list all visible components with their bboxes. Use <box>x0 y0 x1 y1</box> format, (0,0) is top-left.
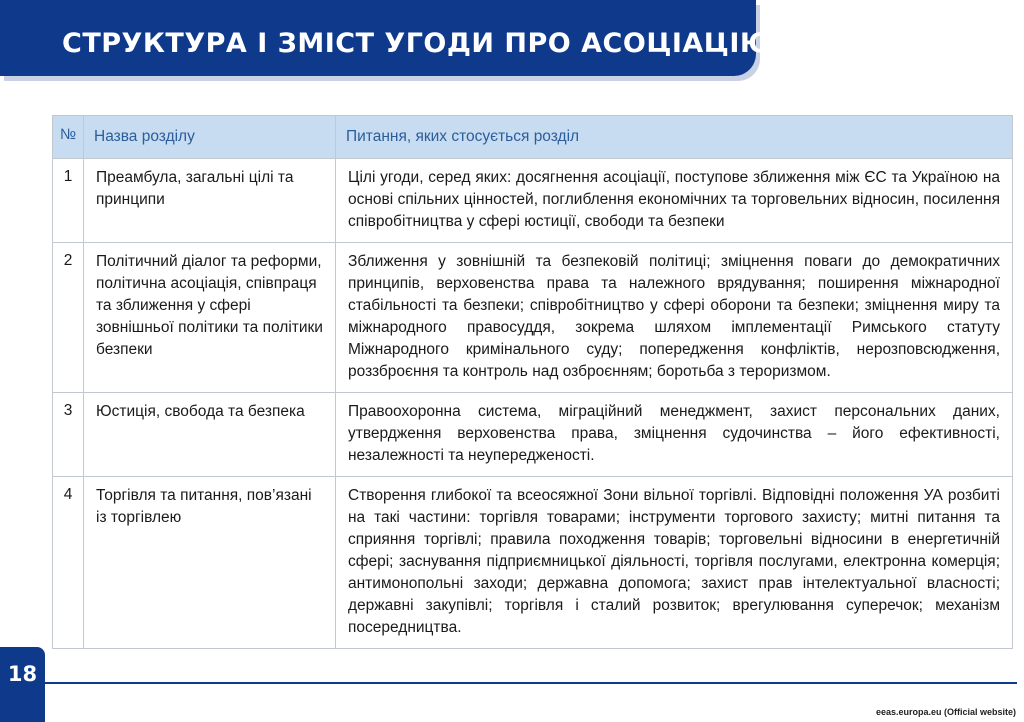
row-number: 3 <box>53 393 84 477</box>
footer-divider <box>45 682 1017 684</box>
page-title: СТРУКТУРА І ЗМІСТ УГОДИ ПРО АСОЦІАЦІЮ <box>62 28 773 59</box>
structure-table <box>52 115 1013 649</box>
row-section-name: Юстиція, свобода та безпека <box>84 393 336 477</box>
row-topics: Створення глибокої та всеосяжної Зони вільної торгівлі. Відповідні положення УА розбиті на такі частини: торгівля товарами; інструменти торгового захисту; митні питання та сприяння торгівлі; правила походження товарів; торговельні відносини в енергетичній сфері; заснування підприємницької діяльності, торгівля послугами, електронна комерція; антимонопольні заходи; державна допомога; захист прав інтелектуальної власності; державні закупівлі; торгівля і сталий розвиток; врегулювання суперечок; механізм посередництва. <box>336 477 1013 649</box>
row-number: 2 <box>53 243 84 393</box>
row-section-name: Торгівля та питання, пов’язані із торгівлею <box>84 477 336 649</box>
column-header-section: Назва розділу <box>84 116 336 159</box>
header-banner <box>0 0 773 76</box>
table-header-row <box>53 116 1013 159</box>
page-number: 18 <box>7 662 38 686</box>
column-header-topics: Питання, яких стосується розділ <box>336 116 1013 159</box>
row-section-name: Політичний діалог та реформи, політична асоціація, співпраця та зближення у сфері зовнішньої політики та політики безпеки <box>84 243 336 393</box>
table-row <box>53 393 1013 477</box>
row-number: 1 <box>53 159 84 243</box>
row-number: 4 <box>53 477 84 649</box>
page-number-box <box>0 647 45 722</box>
row-topics: Правоохоронна система, міграційний менеджмент, захист персональних даних, утвердження верховенства права, зміцнення судочинства – його ефективності, незалежності та неупередженості. <box>336 393 1013 477</box>
source-credit: eeas.europa.eu (Official website) <box>875 707 1016 717</box>
table-row <box>53 159 1013 243</box>
column-header-number: № <box>53 116 84 159</box>
row-topics: Зближення у зовнішній та безпековій політиці; зміцнення поваги до демократичних принципів, верховенства права та належного врядування; поширення міжнародної стабільності та безпеки; співробітництво у сфері оборони та безпеки; зміцнення миру та міжнародного правосуддя, зокрема шляхом імплементації Римського статуту Міжнародного кримінального суду; попередження конфліктів, нерозповсюдження, роззброєння та контроль над озброєнням; боротьба з тероризмом. <box>336 243 1013 393</box>
row-topics: Цілі угоди, серед яких: досягнення асоціації, поступове зближення між ЄС та Україною на основі спільних цінностей, поглиблення економічних та торговельних відносин, посилення співробітництва у сфері юстиції, свободи та безпеки <box>336 159 1013 243</box>
table-row <box>53 477 1013 649</box>
row-section-name: Преамбула, загальні цілі та принципи <box>84 159 336 243</box>
table-row <box>53 243 1013 393</box>
